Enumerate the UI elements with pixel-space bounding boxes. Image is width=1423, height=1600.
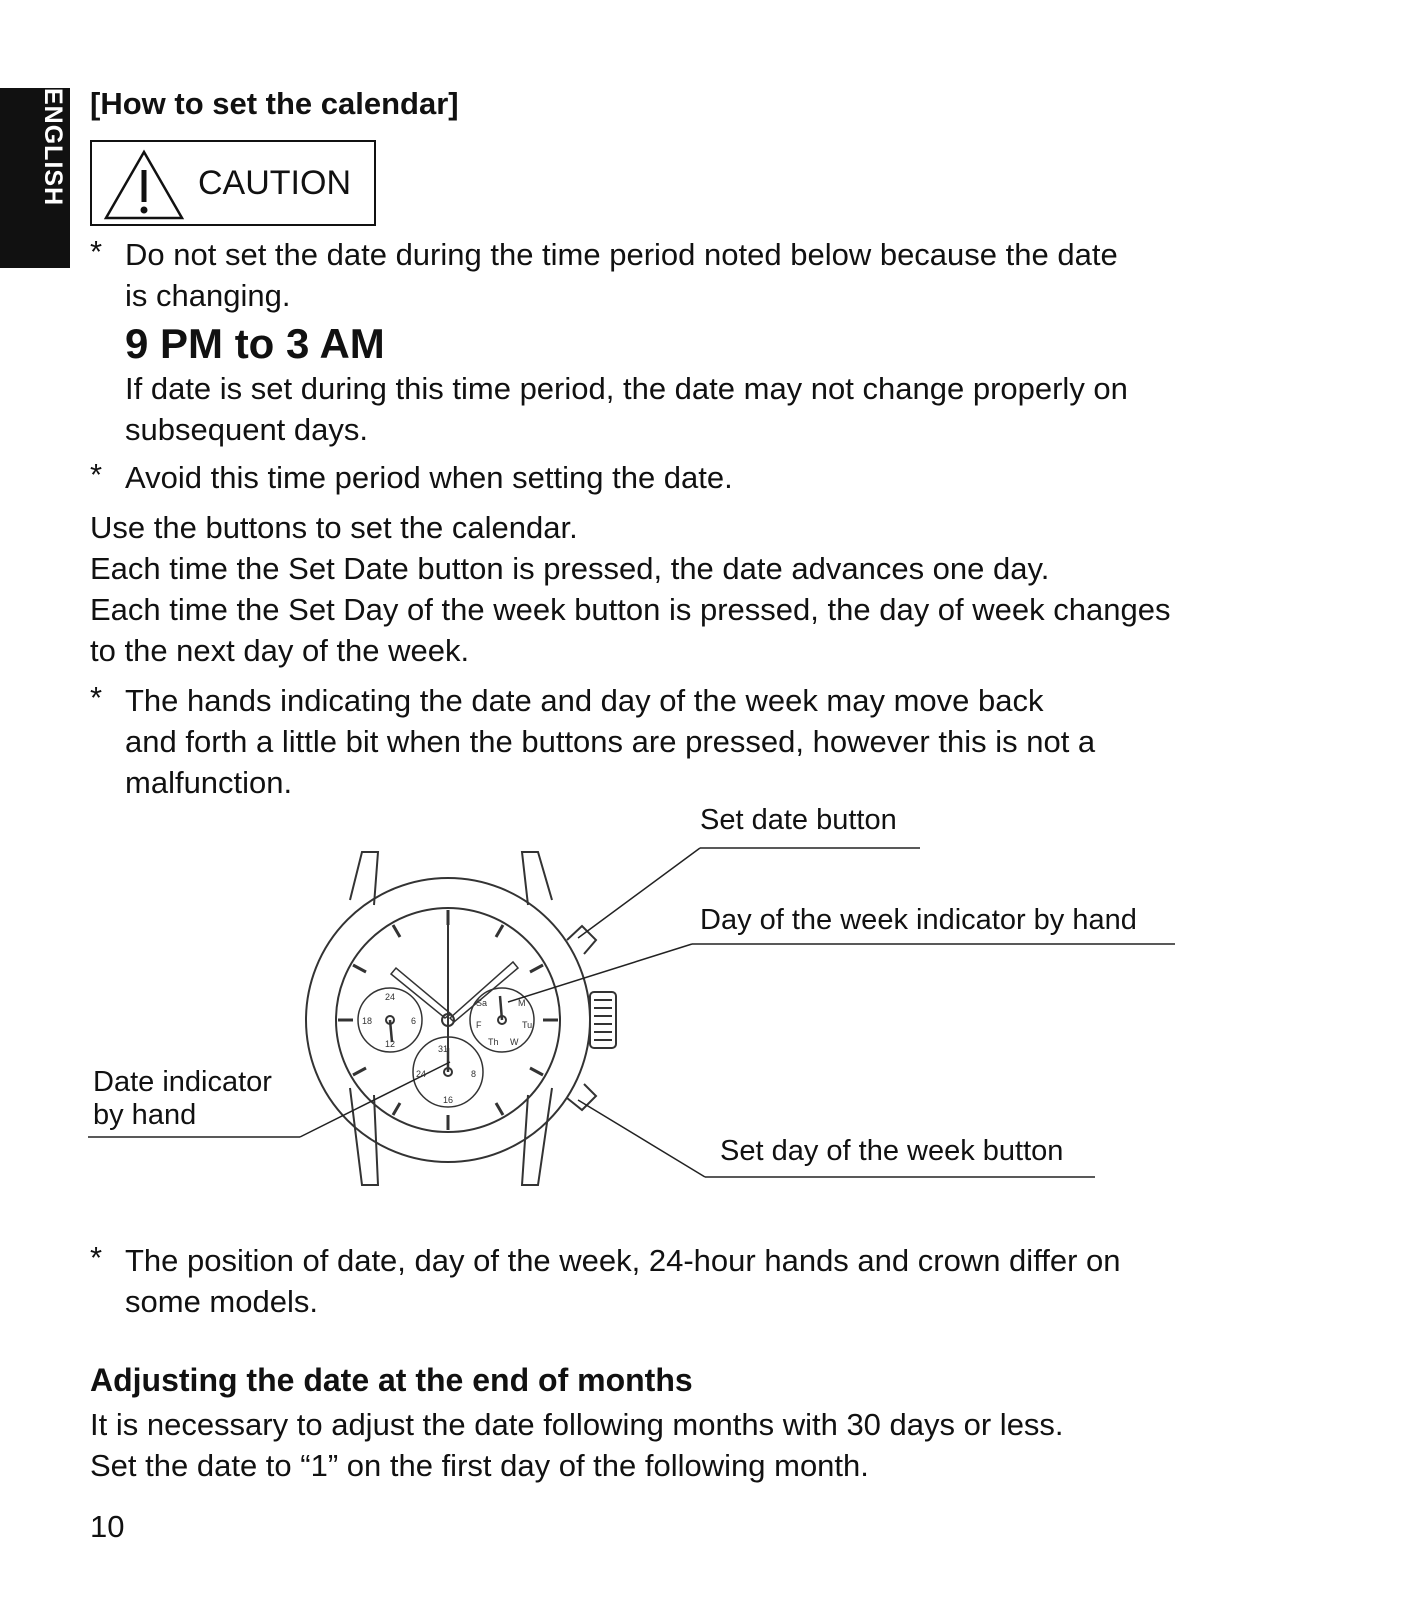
subdial-left-numeral: 18 — [362, 1016, 373, 1026]
page-number: 10 — [90, 1509, 125, 1544]
subdial-bottom-numeral: 8 — [471, 1069, 477, 1079]
body-line-2: Each time the Set Date button is pressed, the date advances one day. — [90, 551, 1050, 586]
note-line-2: subsequent days. — [125, 412, 369, 447]
body-line-3: Each time the Set Day of the week button is pressed, the day of week changes — [90, 592, 1171, 627]
body-line-4: to the next day of the week. — [90, 633, 470, 668]
bullet-asterisk: * — [90, 680, 103, 715]
bullet-3-line-2: and forth a little bit when the buttons are pressed, however this is not a — [125, 724, 1096, 759]
section-heading: [How to set the calendar] — [90, 86, 459, 121]
day-indicator-label: Day of the week indicator by hand — [700, 904, 1137, 936]
subdial-left-numeral: 6 — [411, 1016, 417, 1026]
caution-label: CAUTION — [198, 164, 351, 202]
section-2-line-2: Set the date to “1” on the first day of the following month. — [90, 1448, 869, 1483]
subdial-right-day: Th — [488, 1037, 499, 1047]
time-period: 9 PM to 3 AM — [125, 320, 385, 367]
bullet-4-line-2: some models. — [125, 1284, 318, 1319]
bullet-1-line-1: Do not set the date during the time period noted below because the date — [125, 237, 1118, 272]
set-day-button-label: Set day of the week button — [720, 1135, 1064, 1167]
subdial-right-day: F — [476, 1020, 482, 1030]
section-2-heading: Adjusting the date at the end of months — [90, 1362, 693, 1398]
subdial-bottom-numeral: 31 — [438, 1044, 449, 1054]
subdial-left-numeral: 12 — [385, 1039, 396, 1049]
bullet-asterisk: * — [90, 234, 103, 269]
set-date-button-label: Set date button — [700, 804, 897, 836]
subdial-right-day: W — [510, 1037, 519, 1047]
bullet-4-line-1: The position of date, day of the week, 24-hour hands and crown differ on — [125, 1243, 1121, 1278]
bullet-2: Avoid this time period when setting the date. — [125, 460, 733, 495]
language-tab-label: ENGLISH — [39, 88, 67, 207]
subdial-bottom-numeral: 24 — [416, 1069, 427, 1079]
subdial-bottom-numeral: 16 — [443, 1095, 454, 1105]
bullet-asterisk: * — [90, 457, 103, 492]
bullet-3-line-1: The hands indicating the date and day of the week may move back — [125, 683, 1044, 718]
subdial-left-numeral: 24 — [385, 992, 396, 1002]
subdial-right-day: M — [518, 998, 526, 1008]
body-line-1: Use the buttons to set the calendar. — [90, 510, 578, 545]
subdial-right-day: Sa — [476, 998, 488, 1008]
bullet-1-line-2: is changing. — [125, 278, 291, 313]
subdial-right-day: Tu — [522, 1020, 533, 1030]
date-indicator-label-2: by hand — [93, 1099, 197, 1131]
bullet-3-line-3: malfunction. — [125, 765, 293, 800]
note-line-1: If date is set during this time period, the date may not change properly on — [125, 371, 1128, 406]
date-indicator-label-1: Date indicator — [93, 1066, 272, 1098]
bullet-asterisk: * — [90, 1240, 103, 1275]
section-2-line-1: It is necessary to adjust the date following months with 30 days or less. — [90, 1407, 1064, 1442]
